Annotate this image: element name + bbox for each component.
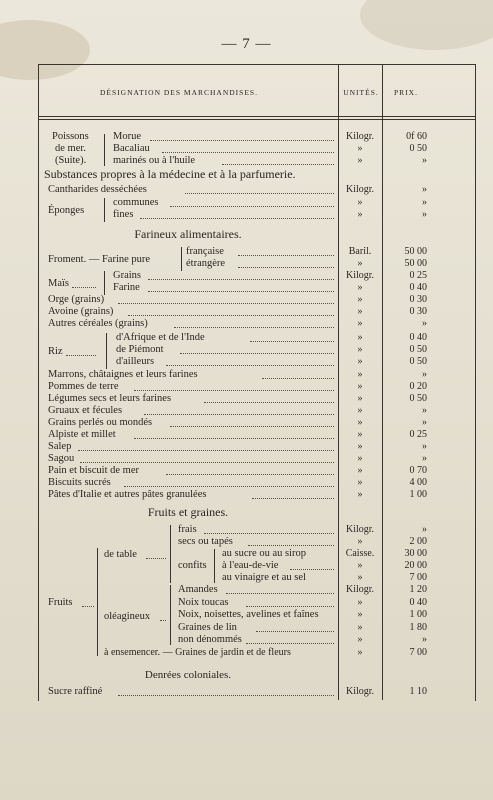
unit-value: » bbox=[357, 453, 363, 464]
price-value: 0 30 bbox=[409, 306, 427, 317]
leader-dots bbox=[204, 402, 334, 403]
leader-dots bbox=[162, 152, 334, 153]
leader-dots bbox=[118, 695, 334, 696]
price-value: » bbox=[422, 405, 427, 416]
unit-value: Kilogr. bbox=[345, 270, 375, 281]
unit-value: » bbox=[357, 344, 363, 355]
row-label: de Piémont bbox=[116, 344, 164, 355]
price-value: » bbox=[422, 184, 427, 195]
unit-value: » bbox=[357, 209, 363, 220]
row-label: Amandes bbox=[178, 584, 218, 595]
row-label: Noix, noisettes, avelines et faînes bbox=[178, 609, 319, 620]
row-label: Sagou bbox=[48, 453, 75, 464]
row-label: au vinaigre et au sel bbox=[222, 572, 306, 583]
unit-value: » bbox=[357, 332, 363, 343]
price-value: 0 50 bbox=[409, 356, 427, 367]
price-value: 2 00 bbox=[409, 536, 427, 547]
price-value: 7 00 bbox=[409, 572, 427, 583]
price-value: 7 00 bbox=[409, 647, 427, 658]
price-value: 0 50 bbox=[409, 344, 427, 355]
leader-dots bbox=[246, 606, 334, 607]
unit-value: » bbox=[357, 405, 363, 416]
price-value: 1 00 bbox=[409, 609, 427, 620]
unit-value: » bbox=[357, 197, 363, 208]
leader-dots bbox=[170, 426, 334, 427]
row-label: Autres céréales (grains) bbox=[48, 318, 148, 329]
unit-value: » bbox=[357, 155, 363, 166]
price-value: » bbox=[422, 441, 427, 452]
row-label: Maïs bbox=[48, 278, 69, 289]
price-value: 1 80 bbox=[409, 622, 427, 633]
leader-dots bbox=[226, 593, 334, 594]
price-value: 0 40 bbox=[409, 332, 427, 343]
unit-value: Kilogr. bbox=[345, 584, 375, 595]
row-label: d'ailleurs bbox=[116, 356, 155, 367]
leader-dots bbox=[144, 414, 334, 415]
price-value: » bbox=[422, 318, 427, 329]
brace bbox=[104, 134, 105, 166]
row-label: marinés ou à l'huile bbox=[113, 155, 196, 166]
unit-value: » bbox=[357, 429, 363, 440]
row-label: Froment. — Farine pure bbox=[48, 254, 151, 265]
row-label: de mer. bbox=[55, 143, 86, 154]
price-value: 0 20 bbox=[409, 381, 427, 392]
unit-value: » bbox=[357, 609, 363, 620]
price-value: 0 50 bbox=[409, 393, 427, 404]
row-label: Alpiste et millet bbox=[48, 429, 116, 440]
brace bbox=[104, 271, 105, 295]
row-label: au sucre ou au sirop bbox=[222, 548, 306, 559]
section-heading: Farineux alimentaires. bbox=[134, 227, 242, 241]
price-value: » bbox=[422, 369, 427, 380]
header-designation: DÉSIGNATION DES MARCHANDISES. bbox=[100, 88, 258, 97]
row-label: Marrons, châtaignes et leurs farines bbox=[48, 369, 198, 380]
row-label: à l'eau-de-vie bbox=[222, 560, 279, 571]
leader-dots bbox=[166, 365, 334, 366]
row-label: frais bbox=[178, 524, 197, 535]
unit-value: » bbox=[357, 477, 363, 488]
leader-dots bbox=[238, 267, 334, 268]
leader-dots bbox=[80, 462, 334, 463]
leader-dots bbox=[204, 533, 334, 534]
leader-dots bbox=[174, 327, 334, 328]
row-label: Fruits bbox=[48, 597, 73, 608]
unit-value: » bbox=[357, 489, 363, 500]
leader-dots bbox=[222, 164, 334, 165]
unit-value: Kilogr. bbox=[345, 184, 375, 195]
leader-dots bbox=[118, 303, 334, 304]
unit-value: » bbox=[357, 282, 363, 293]
unit-value: » bbox=[357, 318, 363, 329]
brace bbox=[170, 585, 171, 645]
row-label: Pain et biscuit de mer bbox=[48, 465, 139, 476]
unit-value: » bbox=[357, 381, 363, 392]
brace bbox=[104, 198, 105, 222]
brace bbox=[170, 525, 171, 583]
leader-dots bbox=[238, 255, 334, 256]
leader-dots bbox=[134, 438, 334, 439]
row-label: Gruaux et fécules bbox=[48, 405, 123, 416]
brace bbox=[214, 549, 215, 583]
price-value: » bbox=[422, 417, 427, 428]
unit-value: » bbox=[357, 441, 363, 452]
unit-value: » bbox=[357, 597, 363, 608]
row-label: Grains bbox=[113, 270, 141, 281]
header-rule bbox=[38, 119, 476, 120]
price-value: 0f 60 bbox=[406, 131, 427, 142]
brace bbox=[97, 548, 98, 656]
leader-dots bbox=[66, 355, 96, 356]
leader-dots bbox=[180, 353, 334, 354]
leader-dots bbox=[150, 140, 334, 141]
leader-dots bbox=[250, 341, 334, 342]
row-label: secs ou tapés bbox=[178, 536, 233, 547]
row-label: (Suite). bbox=[55, 155, 87, 166]
price-value: 1 20 bbox=[409, 584, 427, 595]
section-heading: Denrées coloniales. bbox=[144, 669, 232, 681]
row-label: Riz bbox=[48, 346, 63, 357]
row-label: Éponges bbox=[48, 205, 85, 216]
row-label: d'Afrique et de l'Inde bbox=[116, 332, 205, 343]
leader-dots bbox=[140, 218, 334, 219]
row-label: Poissons bbox=[52, 131, 89, 142]
unit-value: » bbox=[357, 560, 363, 571]
row-label: Pâtes d'Italie et autres pâtes granulées bbox=[48, 489, 207, 500]
row-label: Avoine (grains) bbox=[48, 306, 114, 317]
leader-dots bbox=[128, 315, 334, 316]
unit-value: Kilogr. bbox=[345, 131, 375, 142]
leader-dots bbox=[124, 486, 334, 487]
unit-value: » bbox=[357, 258, 363, 269]
leader-dots bbox=[82, 606, 94, 607]
leader-dots bbox=[256, 631, 334, 632]
leader-dots bbox=[72, 287, 96, 288]
row-label: à ensemencer. — Graines de jardin et de fleurs bbox=[104, 647, 291, 658]
price-value: 0 25 bbox=[409, 429, 427, 440]
unit-value: Kilogr. bbox=[345, 524, 375, 535]
price-value: » bbox=[422, 197, 427, 208]
row-label: Graines de lin bbox=[178, 622, 237, 633]
unit-value: » bbox=[357, 634, 363, 645]
row-label: confits bbox=[178, 560, 207, 571]
leader-dots bbox=[146, 558, 166, 559]
price-value: » bbox=[422, 453, 427, 464]
leader-dots bbox=[134, 390, 334, 391]
row-label: Légumes secs et leurs farines bbox=[48, 393, 172, 404]
unit-value: » bbox=[357, 465, 363, 476]
unit-value: Kilogr. bbox=[345, 686, 375, 697]
row-label: Biscuits sucrés bbox=[48, 477, 111, 488]
leader-dots bbox=[185, 193, 334, 194]
leader-dots bbox=[148, 291, 334, 292]
price-value: 1 00 bbox=[409, 489, 427, 500]
row-label: Grains perlés ou mondés bbox=[48, 417, 153, 428]
row-label: Salep bbox=[48, 441, 72, 452]
row-label: oléagineux bbox=[104, 611, 151, 622]
price-value: 0 40 bbox=[409, 597, 427, 608]
unit-value: Caisse. bbox=[345, 548, 375, 559]
unit-value: » bbox=[357, 393, 363, 404]
row-label: Farine bbox=[113, 282, 140, 293]
leader-dots bbox=[290, 569, 334, 570]
unit-value: » bbox=[357, 294, 363, 305]
leader-dots bbox=[148, 279, 334, 280]
leader-dots bbox=[166, 474, 334, 475]
unit-value: » bbox=[357, 572, 363, 583]
price-value: » bbox=[422, 524, 427, 535]
unit-value: » bbox=[357, 306, 363, 317]
leader-dots bbox=[252, 498, 334, 499]
unit-value: » bbox=[357, 369, 363, 380]
header-prix: PRIX. bbox=[394, 88, 418, 97]
leader-dots bbox=[262, 378, 334, 379]
unit-value: » bbox=[357, 647, 363, 658]
unit-value: » bbox=[357, 356, 363, 367]
brace bbox=[106, 333, 107, 369]
unit-value: » bbox=[357, 622, 363, 633]
price-value: » bbox=[422, 209, 427, 220]
row-label: étrangère bbox=[186, 258, 226, 269]
row-label: Sucre raffiné bbox=[48, 686, 103, 697]
row-label: Morue bbox=[113, 131, 141, 142]
leader-dots bbox=[78, 450, 334, 451]
brace bbox=[181, 247, 182, 271]
price-value: » bbox=[422, 634, 427, 645]
price-value: » bbox=[422, 155, 427, 166]
header-unites: UNITÉS. bbox=[343, 88, 379, 97]
leader-dots bbox=[170, 206, 334, 207]
header-rule bbox=[38, 116, 476, 117]
price-value: 30 00 bbox=[404, 548, 427, 559]
price-value: 0 40 bbox=[409, 282, 427, 293]
unit-value: Baril. bbox=[348, 246, 372, 257]
section-heading: Substances propres à la médecine et à la parfumerie. bbox=[44, 167, 296, 181]
leader-dots bbox=[160, 620, 166, 621]
row-label: française bbox=[186, 246, 224, 257]
row-label: Pommes de terre bbox=[48, 381, 119, 392]
price-value: 50 00 bbox=[404, 246, 427, 257]
page-number: — 7 — bbox=[221, 36, 272, 52]
price-value: 50 00 bbox=[404, 258, 427, 269]
unit-value: » bbox=[357, 143, 363, 154]
unit-value: » bbox=[357, 417, 363, 428]
price-value: 0 30 bbox=[409, 294, 427, 305]
row-label: fines bbox=[113, 209, 134, 220]
row-label: de table bbox=[104, 549, 137, 560]
price-value: 1 10 bbox=[409, 686, 427, 697]
price-value: 0 70 bbox=[409, 465, 427, 476]
row-label: Cantharides desséchées bbox=[48, 184, 147, 195]
row-label: Orge (grains) bbox=[48, 294, 105, 305]
row-label: Bacaliau bbox=[113, 143, 150, 154]
price-value: 4 00 bbox=[409, 477, 427, 488]
section-heading: Fruits et graines. bbox=[147, 505, 229, 519]
price-value: 0 25 bbox=[409, 270, 427, 281]
unit-value: » bbox=[357, 536, 363, 547]
row-label: Noix toucas bbox=[178, 597, 229, 608]
row-label: communes bbox=[113, 197, 159, 208]
leader-dots bbox=[248, 545, 334, 546]
leader-dots bbox=[246, 643, 334, 644]
row-label: non dénommés bbox=[178, 634, 242, 645]
price-value: 0 50 bbox=[409, 143, 427, 154]
price-value: 20 00 bbox=[404, 560, 427, 571]
